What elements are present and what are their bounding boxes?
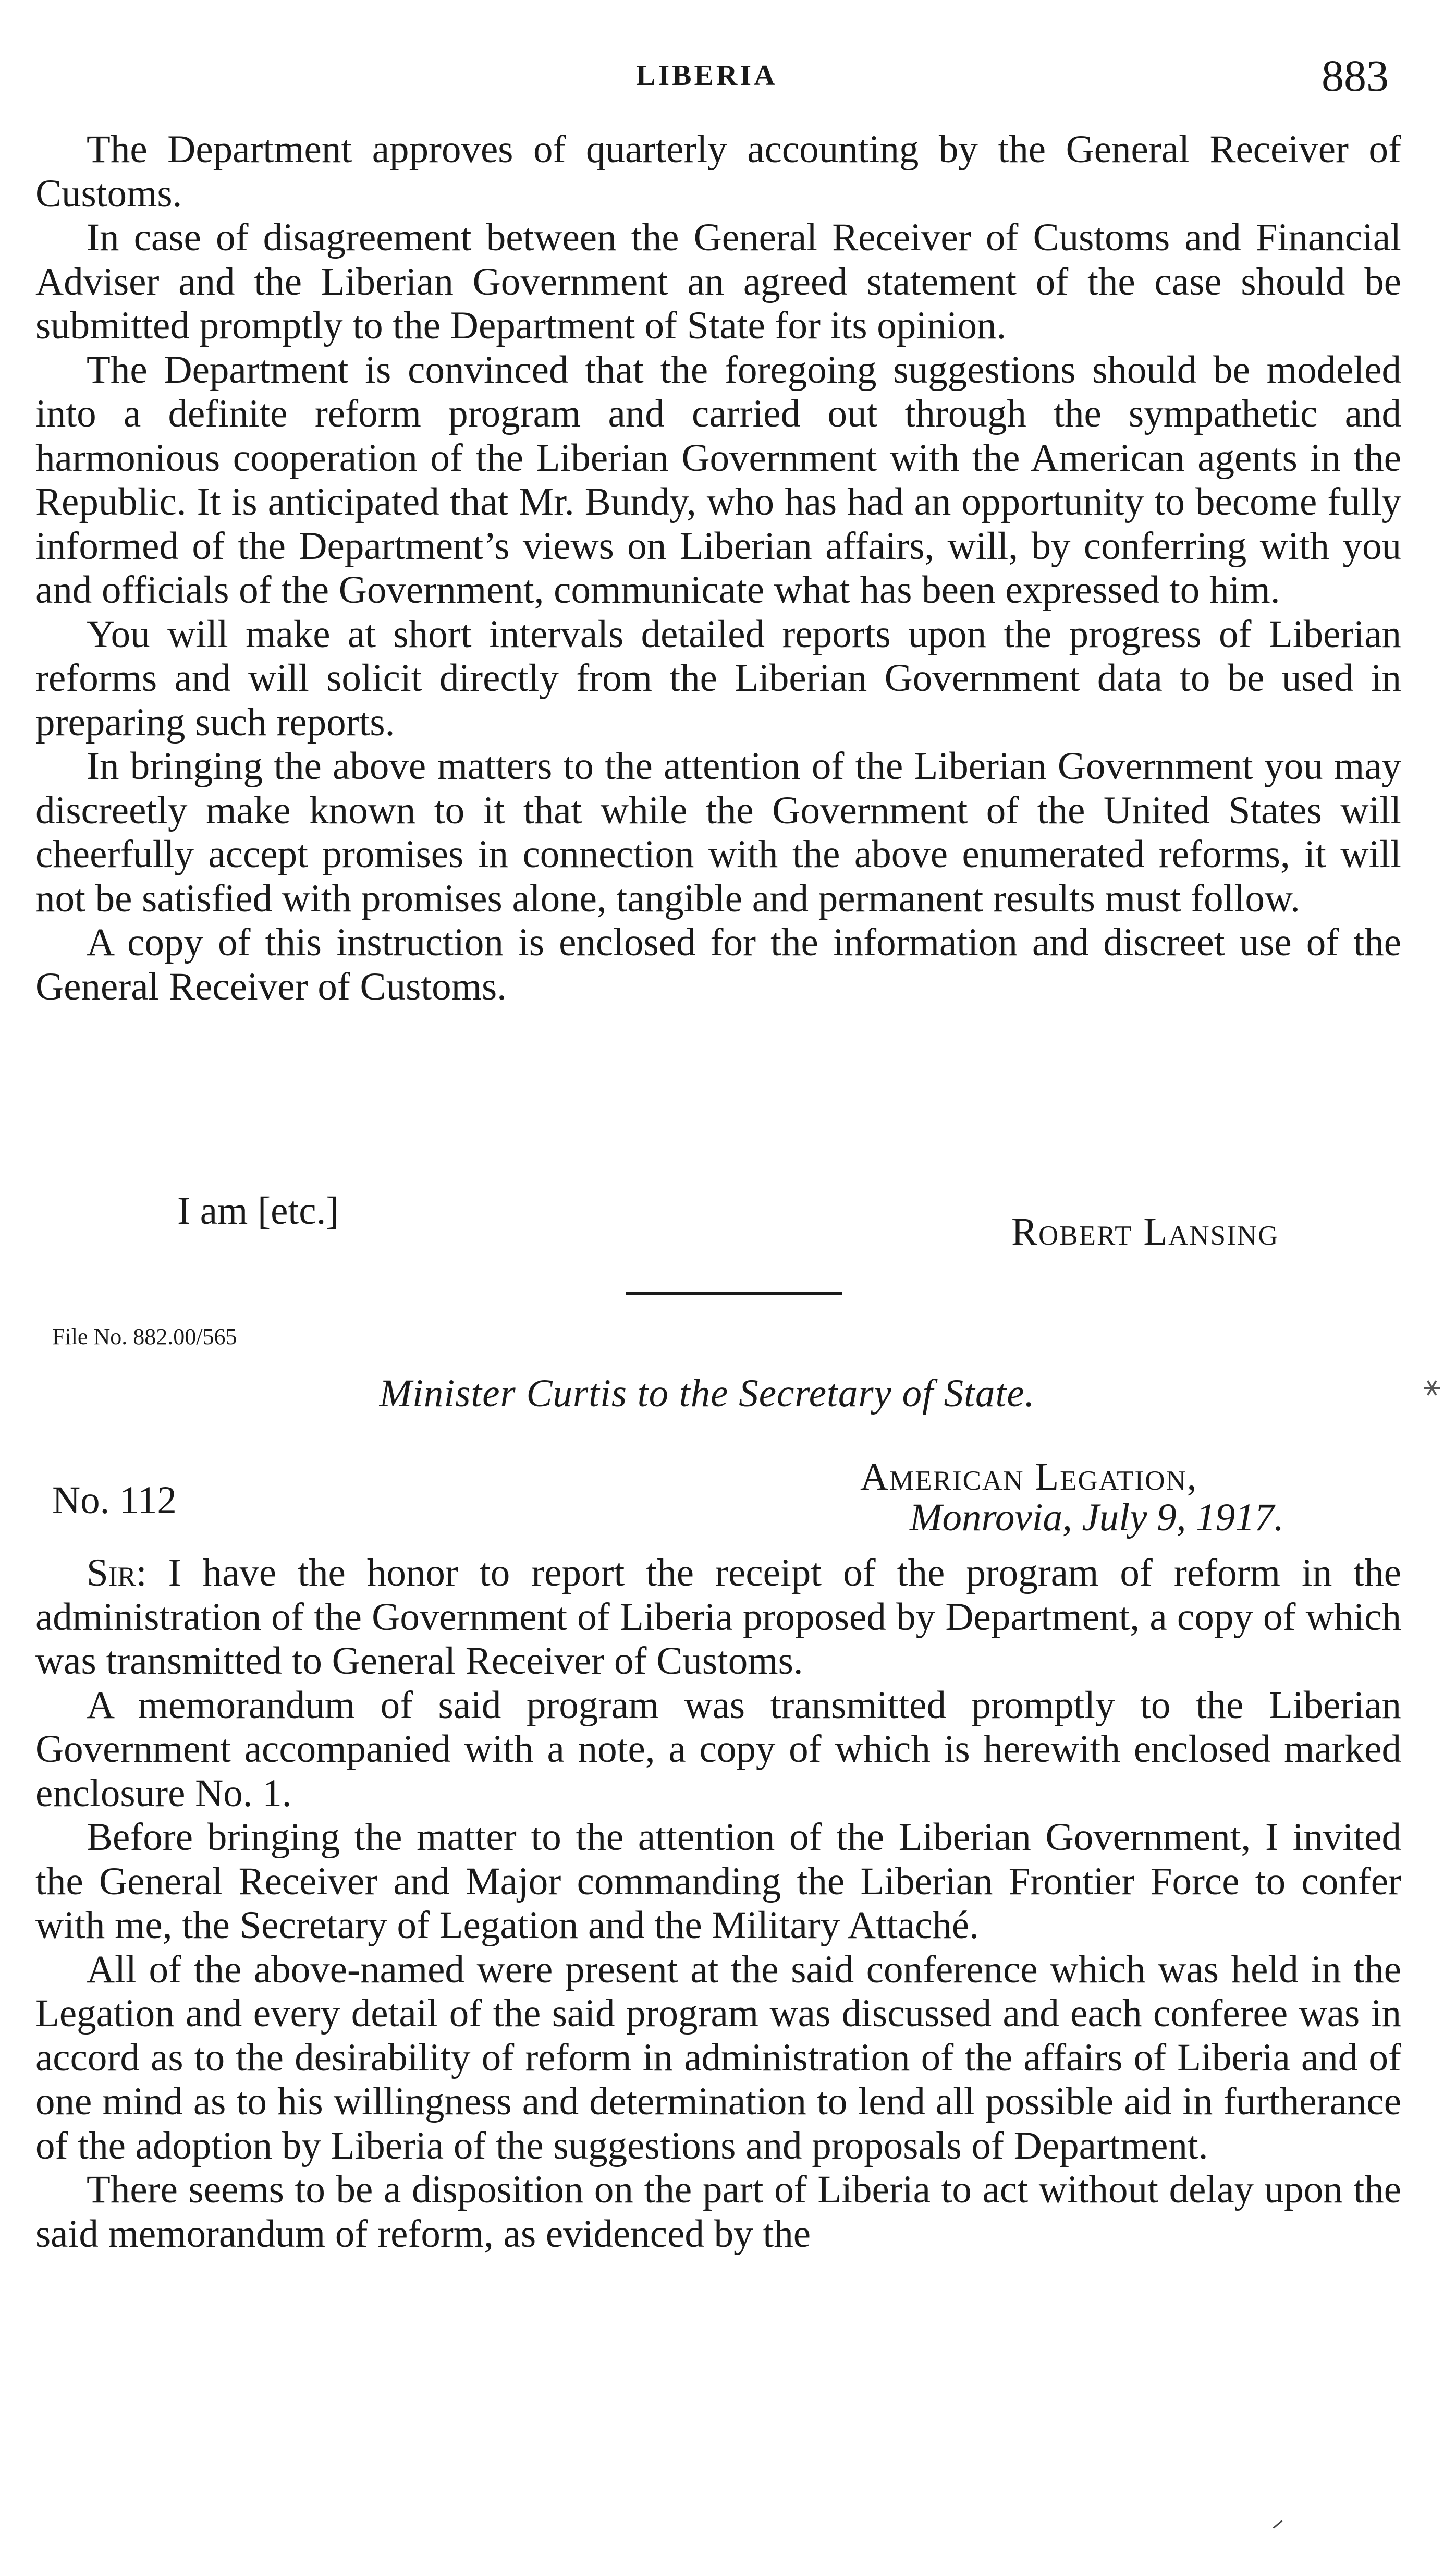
- paragraph: The Department is convinced that the foregoing suggestions should be modeled into a definite reform program and carried out through the sympathetic and harmonious cooperation of the Liberian Government with the American agents in the Republic. It is anticipated that Mr. Bundy, who has had an opportunity to become fully informed of the Department’s views on Liberian affairs, will, by conferring with you and officials of the Government, communicate what has been expressed to him.: [35, 348, 1401, 612]
- document-heading: [0, 1371, 1456, 1416]
- page-number: 883: [1322, 51, 1389, 101]
- dateline: Monrovia, July 9, 1917.: [910, 1496, 1284, 1539]
- paragraph-text: : I have the honor to report the receipt of the program of reform in the administration of the Government of Liberia proposed by Department, a copy of which was transmitted to General Receiver of Customs.: [35, 1551, 1401, 1683]
- document-heading-text: Minister Curtis to the Secretary of State.: [379, 1372, 1035, 1415]
- running-title: LIBERIA: [636, 59, 778, 92]
- paragraph: The Department approves of quarterly accounting by the General Receiver of Customs.: [35, 128, 1401, 215]
- paragraph: A copy of this instruction is enclosed for the information and discreet use of the General Receiver of Customs.: [35, 921, 1401, 1008]
- salutation: Sir: [87, 1551, 136, 1594]
- signature: Robert Lansing: [1011, 1210, 1279, 1253]
- paragraph: You will make at short intervals detailed reports upon the progress of Liberian reforms and will solicit directly from the Liberian Government data to be used in preparing such reports.: [35, 612, 1401, 744]
- closing-line: I am [etc.]: [177, 1189, 339, 1233]
- paragraph: There seems to be a disposition on the part of Liberia to act without delay upon the said memorandum of reform, as evidenced by the: [35, 2168, 1401, 2256]
- document-number: No. 112: [52, 1479, 177, 1522]
- paragraph: [35, 1551, 1401, 1684]
- legation-line: American Legation,: [860, 1455, 1198, 1499]
- paragraph: A memorandum of said program was transmitted promptly to the Liberian Government accompanied with a note, a copy of which is herewith enclosed marked enclosure No. 1.: [35, 1683, 1401, 1815]
- margin-mark: ⚹: [1423, 1369, 1441, 1403]
- paragraph: In case of disagreement between the General Receiver of Customs and Financial Adviser and the Liberian Government an agreed statement of the case should be submitted promptly to the Department of State for its opinion.: [35, 216, 1401, 347]
- stray-mark: [1273, 2520, 1283, 2528]
- section-divider: [626, 1292, 842, 1295]
- file-number: File No. 882.00/565: [52, 1324, 237, 1349]
- instruction-body: [35, 128, 1401, 1009]
- running-header: [0, 50, 1456, 102]
- paragraph: In bringing the above matters to the attention of the Liberian Government you may discreetly make known to it that while the Government of the United States will cheerfully accept promises in connection with the above enumerated reforms, it will not be satisfied with promises alone, tangible and permanent results must follow.: [35, 745, 1401, 920]
- paragraph: Before bringing the matter to the attention of the Liberian Government, I invited the General Receiver and Major commanding the Liberian Frontier Force to confer with me, the Secretary of Legation and the Military Attaché.: [35, 1816, 1401, 1947]
- dispatch-body: [35, 1551, 1401, 2256]
- paragraph: All of the above-named were present at the said conference which was held in the Legation and every detail of the said program was discussed and each conferee was in accord as to the desirability of reform in administration of the affairs of Liberia and of one mind as to his willingness and determination to lend all possible aid in furtherance of the adoption by Liberia of the suggestions and proposals of Department.: [35, 1947, 1401, 2167]
